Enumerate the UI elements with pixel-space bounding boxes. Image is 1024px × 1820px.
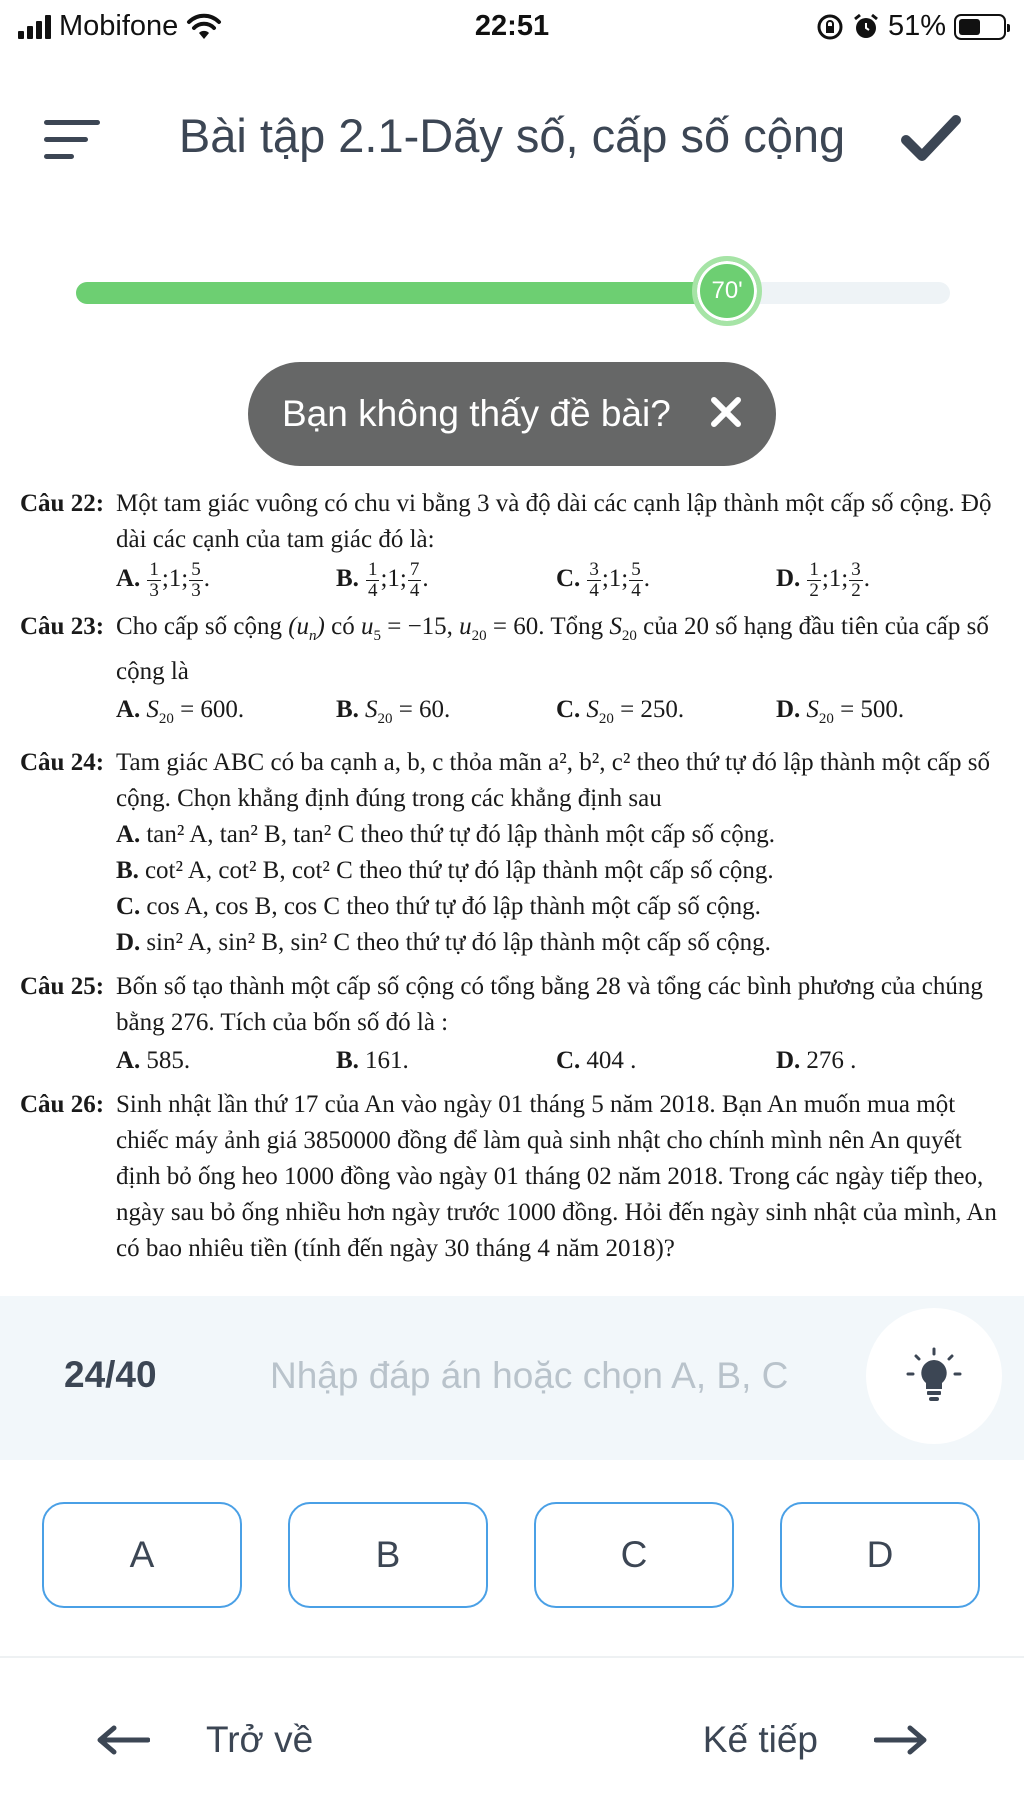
battery-icon: [954, 14, 1006, 40]
question-text: Sinh nhật lần thứ 17 của An vào ngày 01 tháng 5 năm 2018. Bạn An muốn mua một chiếc máy ảnh giá 3850000 đồng để làm quà sinh nhật cho chính mình nên An quyết định bỏ ống heo 1000 đồng vào ngày 01 tháng 02 năm 2018. Trong các ngày tiếp theo, ngày sau bỏ ống nhiều hơn ngày trước 1000 đồng. Hỏi đến ngày sinh nhật của mình, An có bao nhiêu tiền (tính đến ngày 30 tháng 4 năm 2018)?: [116, 1091, 997, 1262]
question-label: Câu 24:: [20, 749, 105, 776]
question-text: Bốn số tạo thành một cấp số cộng có tổng bằng 28 và tổng các bình phương của chúng bằng 276. Tích của bốn số đó là :: [116, 973, 983, 1036]
answer-bar: [0, 1296, 1024, 1460]
close-icon[interactable]: [706, 392, 746, 432]
choice-b-button[interactable]: B: [288, 1502, 488, 1608]
question-23: [0, 609, 1024, 737]
option-a: A. 585.: [116, 1047, 191, 1074]
question-document: [0, 486, 1024, 1296]
choice-c-button[interactable]: C: [534, 1502, 734, 1608]
option-d: D. $\frac{1}{2}$ ;1; $\frac{3}{2}$ .: [776, 559, 870, 601]
menu-icon[interactable]: [44, 116, 100, 164]
progress-track: [76, 277, 950, 304]
battery-percent: 51%: [887, 10, 946, 42]
options-row: [116, 560, 1002, 601]
arrow-left-icon: [96, 1725, 150, 1755]
question-text: Cho cấp số cộng $(u_n)$ có $u_5 = -15$, $u_{20} = 60$. Tổng $S_{20}$ của 20 số hạng đầu tiên của cấp số cộng là: [116, 613, 989, 685]
question-22: [0, 486, 1024, 601]
option-c: C. $S_{20} = 250$.: [556, 696, 685, 727]
option-d: D. 276 .: [776, 1047, 857, 1074]
options-row: [116, 692, 1002, 737]
progress-knob[interactable]: [692, 256, 762, 326]
answer-input[interactable]: [270, 1340, 830, 1412]
question-text: Một tam giác vuông có chu vi bằng 3 và độ dài các cạnh lập thành một cấp số cộng. Độ dài các cạnh của tam giác đó là:: [116, 490, 992, 553]
back-button[interactable]: [96, 1708, 313, 1772]
question-label: Câu 26:: [20, 1091, 105, 1118]
status-bar: [0, 0, 1024, 52]
option-d: D. sin² A, sin² B, sin² C theo thứ tự đó lập thành một cấp số cộng.: [116, 929, 771, 956]
option-a: A. $\frac{1}{3}$ ;1; $\frac{5}{3}$ .: [116, 559, 210, 601]
choice-a-button[interactable]: A: [42, 1502, 242, 1608]
option-b: B. cot² A, cot² B, cot² C theo thứ tự đó lập thành một cấp số cộng.: [116, 857, 774, 884]
progress-label: 70': [711, 277, 743, 304]
hint-button[interactable]: [866, 1308, 1002, 1444]
question-25: [0, 969, 1024, 1079]
alarm-icon: [852, 13, 880, 41]
question-counter: 24/40: [64, 1354, 157, 1395]
progress-fill: [76, 282, 727, 304]
missing-question-toast[interactable]: [248, 362, 776, 466]
option-a: A. $S_{20} = 600$.: [116, 696, 245, 727]
choice-d-button[interactable]: D: [780, 1502, 980, 1608]
option-c: C. $\frac{3}{4}$ ;1; $\frac{5}{4}$ .: [556, 559, 650, 601]
option-b: B. $S_{20} = 60$.: [336, 696, 451, 727]
carrier-name: Mobifone: [59, 10, 179, 42]
lightbulb-icon: [904, 1346, 964, 1406]
option-c: C. cos A, cos B, cos C theo thứ tự đó lập thành một cấp số cộng.: [116, 893, 761, 920]
back-label: Trở về: [206, 1719, 314, 1760]
divider: [0, 1656, 1024, 1658]
options-row: [116, 1043, 1002, 1079]
arrow-right-icon: [874, 1725, 928, 1755]
question-24: [0, 745, 1024, 961]
option-c: C. 404 .: [556, 1047, 637, 1074]
header: [0, 100, 1024, 180]
rotation-lock-icon: [816, 13, 844, 41]
page-title: Bài tập 2.1-Dãy số, cấp số cộng: [178, 109, 846, 162]
next-label: Kế tiếp: [702, 1719, 818, 1760]
option-b: B. 161.: [336, 1047, 409, 1074]
question-label: Câu 23:: [20, 613, 105, 640]
toast-text: Bạn không thấy đề bài?: [282, 393, 671, 434]
status-right: [816, 10, 1006, 43]
question-26: [0, 1087, 1024, 1267]
check-icon[interactable]: [900, 112, 962, 164]
option-d: D. $S_{20} = 500$.: [776, 696, 905, 727]
question-text: Tam giác ABC có ba cạnh a, b, c thỏa mãn a², b², c² theo thứ tự đó lập thành một cấp số cộng. Chọn khẳng định đúng trong các khẳng định sau: [116, 749, 990, 812]
next-button[interactable]: [703, 1708, 928, 1772]
clock: 22:51: [474, 10, 550, 42]
question-label: Câu 25:: [20, 973, 105, 1000]
option-b: B. $\frac{1}{4}$ ;1; $\frac{7}{4}$ .: [336, 559, 429, 601]
question-label: Câu 22:: [20, 490, 105, 517]
option-a: A. tan² A, tan² B, tan² C theo thứ tự đó lập thành một cấp số cộng.: [116, 821, 775, 848]
